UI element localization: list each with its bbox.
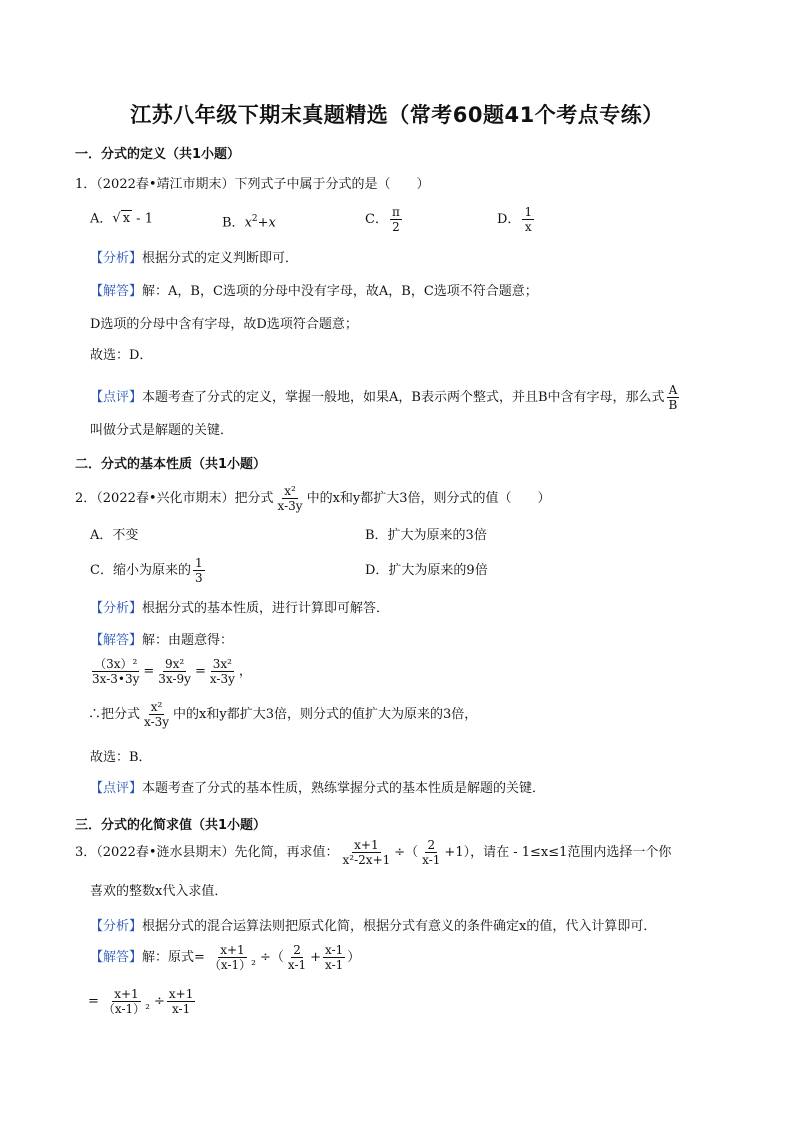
q1-option-a (90, 210, 153, 229)
fraction (101, 987, 152, 1016)
stem-text: 中的x和y都扩大3倍，则分式的值（ ） (306, 491, 551, 506)
fraction (142, 700, 171, 729)
q2-stem (75, 484, 551, 513)
fraction (286, 943, 308, 972)
q1-answer-2: D选项的分母中含有字母，故D选项符合题意； (90, 317, 358, 332)
page-title: 江苏八年级下期末真题精选（常考60题41个考点专练） (130, 103, 664, 127)
q1-comment-2: 叫做分式是解题的关键． (90, 423, 234, 438)
q3-answer-1 (90, 943, 360, 972)
option-text: C．缩小为原来的 (90, 563, 191, 578)
q1-answer-3: 故选：D． (90, 348, 153, 363)
comment-tag: 【点评】 (90, 390, 143, 405)
denominator: 3x-3•3y (92, 672, 140, 686)
numerator: x+1 (220, 943, 245, 957)
q2-option-b: B．扩大为原来的3倍 (365, 528, 487, 543)
analysis-text: 根据分式的定义判断即可． (142, 251, 299, 266)
q1-comment (90, 383, 681, 412)
numerator: 1 (524, 205, 533, 219)
numerator: 2 (293, 943, 301, 957)
q1-option-b-expr: x (244, 215, 252, 231)
answer-text: 解：由题意得： (142, 633, 234, 648)
radicand: x (122, 211, 131, 226)
q2-option-a: A．不变 (90, 528, 139, 543)
q1-option-a-label: A． (90, 211, 113, 227)
numerator: x+1 (168, 987, 194, 1001)
answer-tag: 【解答】 (90, 950, 143, 965)
q1-option-d-label: D． (497, 212, 521, 227)
numerator: 2 (427, 838, 436, 852)
stem-text: ÷（ (394, 845, 419, 860)
q3-stem-2: 喜欢的整数x代入求值． (90, 884, 228, 899)
answer-text: 解：A，B，C选项的分母中没有字母，故A，B，C选项不符合题意； (142, 284, 538, 299)
denominator: x-3y (277, 499, 303, 513)
denominator: x (524, 220, 532, 234)
comment-tag: 【点评】 (90, 781, 143, 796)
fraction (323, 943, 345, 972)
comment-text: 本题考查了分式的定义，掌握一般地，如果A，B表示两个整式，并且B中含有字母，那么式 (142, 390, 665, 405)
operator: ÷ (153, 994, 165, 1009)
analysis-text: 根据分式的混合运算法则把原式化简，根据分式有意义的条件确定x的值，代入计算即可． (142, 919, 657, 934)
fraction (207, 943, 258, 972)
fraction (522, 205, 534, 234)
fraction (667, 383, 680, 412)
q2-answer-1 (90, 632, 233, 650)
fraction (341, 838, 393, 867)
q1-option-b-sup: 2 (251, 214, 258, 224)
q1-option-d (497, 205, 536, 234)
q1-answer-1 (90, 283, 538, 301)
numerator: π (391, 205, 400, 219)
section-heading-3: 三．分式的化简求值（共1小题） (75, 818, 267, 833)
sqrt-symbol: √ x (112, 211, 131, 226)
numerator: A (668, 383, 678, 397)
numerator: 3x² (212, 657, 232, 671)
equals-sign: = (88, 994, 99, 1009)
fraction (156, 657, 193, 686)
numerator: x-1 (325, 943, 344, 957)
answer-text: 解：原式= (142, 950, 205, 965)
operator: + (310, 950, 322, 965)
q2-comment (90, 780, 545, 798)
q1-option-b-tail: +x (257, 215, 276, 231)
numerator: 9x² (165, 657, 185, 671)
q2-answer-3: 故选：B． (90, 750, 152, 765)
analysis-tag: 【分析】 (90, 919, 143, 934)
q3-stem (75, 838, 671, 867)
denominator: x-1 (171, 1002, 191, 1016)
denominator: 3 (194, 571, 203, 585)
fraction (167, 987, 195, 1016)
q2-option-c (90, 556, 207, 585)
denominator: x²-2x+1 (342, 853, 391, 867)
denominator: B (668, 398, 678, 412)
denominator: （x-1）² (102, 1002, 150, 1016)
fraction (276, 484, 305, 513)
answer-tag: 【解答】 (90, 633, 143, 648)
section-heading-1: 一．分式的定义（共1小题） (75, 147, 241, 162)
fraction (90, 657, 141, 686)
q2-conclusion (88, 700, 477, 729)
stem-text: 3．（2022春•涟水县期末）先化简，再求值： (75, 845, 339, 860)
denominator: x-1 (422, 853, 441, 867)
operator: ÷（ (259, 950, 284, 965)
fraction (208, 657, 237, 686)
q1-option-c (365, 205, 404, 234)
answer-tag: 【解答】 (90, 284, 143, 299)
denominator: x-3y (144, 715, 170, 729)
fraction (420, 838, 442, 867)
q3-analysis (90, 918, 656, 936)
comma: ， (238, 664, 252, 679)
numerator: （3x）² (94, 657, 138, 671)
section-heading-2: 二．分式的基本性质（共1小题） (75, 457, 267, 472)
q1-option-b (222, 210, 276, 232)
stem-text: +1），请在 - 1≤x≤1范围内选择一个你 (444, 845, 672, 860)
q3-answer-2 (88, 987, 197, 1016)
denominator: 3x-9y (158, 672, 191, 686)
equals-sign: = (143, 664, 155, 679)
numerator: x² (284, 484, 296, 498)
denominator: （x-1）² (208, 958, 256, 972)
denominator: 2 (392, 220, 400, 234)
analysis-tag: 【分析】 (90, 251, 143, 266)
conclusion-text: 中的x和y都扩大3倍，则分式的值扩大为原来的3倍， (173, 707, 478, 722)
conclusion-text: ∴把分式 (88, 707, 141, 722)
q1-option-b-label: B． (222, 215, 245, 231)
fraction (390, 205, 402, 234)
numerator: 1 (194, 556, 203, 570)
q1-option-a-tail: - 1 (132, 211, 153, 227)
analysis-text: 根据分式的基本性质，进行计算即可解答． (142, 601, 390, 616)
denominator: x-1 (287, 958, 307, 972)
denominator: x-1 (325, 958, 344, 972)
analysis-tag: 【分析】 (90, 601, 143, 616)
q1-analysis (90, 250, 298, 268)
stem-text: 2．（2022春•兴化市期末）把分式 (75, 491, 274, 506)
q2-option-d: D．扩大为原来的9倍 (365, 563, 488, 578)
equals-sign: = (194, 664, 206, 679)
q1-stem: 1．（2022春•靖江市期末）下列式子中属于分式的是（ ） (75, 177, 430, 192)
numerator: x+1 (354, 838, 379, 852)
operator: ） (347, 950, 361, 965)
comment-text: 本题考查了分式的基本性质，熟练掌握分式的基本性质是解题的关键． (142, 781, 546, 796)
q2-analysis (90, 600, 389, 618)
denominator: x-3y (209, 672, 235, 686)
numerator: x² (150, 700, 163, 714)
fraction (193, 556, 205, 585)
numerator: x+1 (114, 987, 139, 1001)
q1-option-c-label: C． (365, 212, 388, 227)
q2-equation (88, 657, 252, 686)
